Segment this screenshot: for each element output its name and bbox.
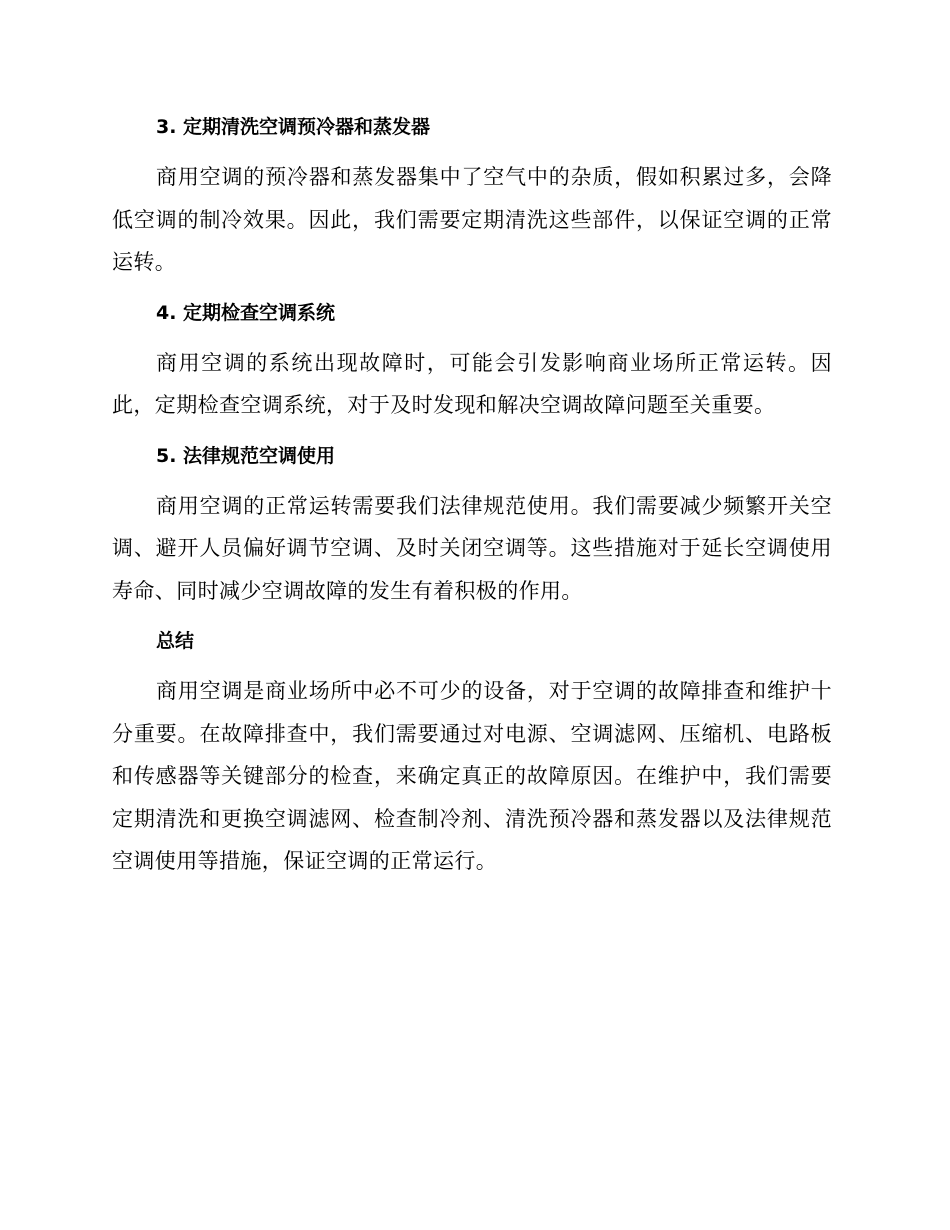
section-heading-4: 4. 定期检查空调系统 — [156, 301, 336, 324]
section-paragraph-4: 商用空调的系统出现故障时，可能会引发影响商业场所正常运转。因此，定期检查空调系统，对于及时发现和解决空调故障问题至关重要。 — [112, 350, 832, 417]
summary-paragraph: 商用空调是商业场所中必不可少的设备，对于空调的故障排查和维护十分重要。在故障排查中，我们需要通过对电源、空调滤网、压缩机、电路板和传感器等关键部分的检查，来确定真正的故障原因。在维护中，我们需要定期清洗和更换空调滤网、检查制冷剂、清洗预冷器和蒸发器以及法律规范空调使用等措施，保证空调的正常运行。 — [112, 679, 832, 873]
section-paragraph-5: 商用空调的正常运转需要我们法律规范使用。我们需要减少频繁开关空调、避开人员偏好调节空调、及时关闭空调等。这些措施对于延长空调使用寿命、同时减少空调故障的发生有着积极的作用。 — [112, 493, 832, 603]
document-body — [112, 110, 832, 883]
section-paragraph-3: 商用空调的预冷器和蒸发器集中了空气中的杂质，假如积累过多，会降低空调的制冷效果。因此，我们需要定期清洗这些部件，以保证空调的正常运转。 — [112, 165, 832, 274]
section-heading-3: 3. 定期清洗空调预冷器和蒸发器 — [156, 116, 431, 138]
section-heading-5: 5. 法律规范空调使用 — [156, 444, 336, 467]
summary-heading: 总结 — [156, 630, 195, 652]
